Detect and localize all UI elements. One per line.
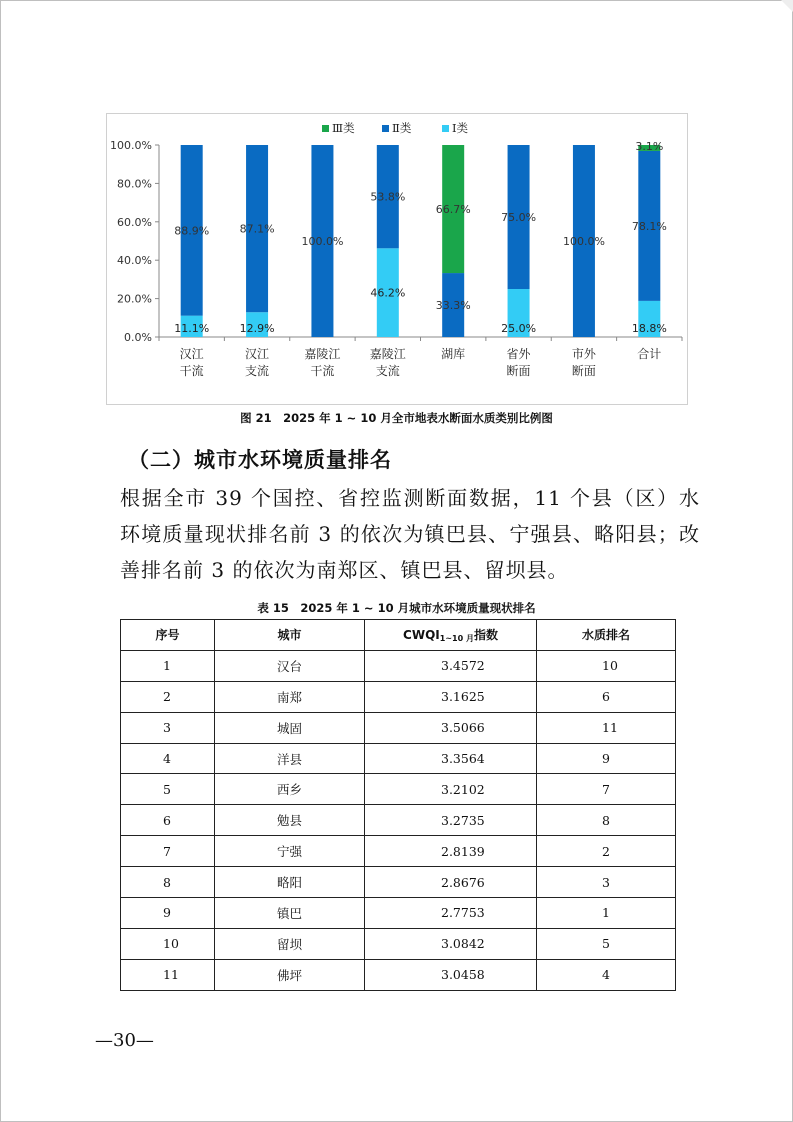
legend-swatch <box>382 125 389 132</box>
cell-index: 3.5066 <box>365 712 537 743</box>
stacked-bar-chart <box>107 114 687 404</box>
cell-no: 3 <box>121 712 215 743</box>
cell-no: 9 <box>121 898 215 929</box>
cell-no: 2 <box>121 681 215 712</box>
figure-caption: 图 21 2025 年 1 ~ 10 月全市地表水断面水质类别比例图 <box>240 411 553 425</box>
cell-rank: 11 <box>537 712 676 743</box>
cell-no: 1 <box>121 650 215 681</box>
cell-rank: 1 <box>537 898 676 929</box>
x-tick-label: 汉江 <box>179 347 204 361</box>
header-index-main: CWQI <box>403 627 440 642</box>
cell-no: 6 <box>121 805 215 836</box>
legend-swatch <box>322 125 329 132</box>
cell-rank: 7 <box>537 774 676 805</box>
data-label: 53.8% <box>370 190 406 204</box>
table-row <box>121 836 676 867</box>
x-tick-label: 支流 <box>375 364 400 378</box>
cell-index: 2.7753 <box>365 898 537 929</box>
cell-index: 2.8676 <box>365 867 537 898</box>
header-city: 城市 <box>215 620 365 651</box>
x-tick-label: 断面 <box>506 364 531 378</box>
data-label: 18.8% <box>631 322 667 335</box>
page-number: —30— <box>95 1030 154 1051</box>
x-tick-label: 嘉陵江 <box>369 347 406 361</box>
cell-index: 3.0842 <box>365 928 537 959</box>
table-row <box>121 928 676 959</box>
table-row <box>121 898 676 929</box>
x-tick-label: 断面 <box>571 364 596 378</box>
x-tick-label: 省外 <box>506 347 531 361</box>
legend-label: Ⅲ类 <box>332 121 355 135</box>
cell-index: 3.3564 <box>365 743 537 774</box>
data-label: 66.7% <box>435 203 471 217</box>
cell-city: 略阳 <box>215 867 365 898</box>
cell-rank: 3 <box>537 867 676 898</box>
table-row <box>121 867 676 898</box>
y-tick-label: 40.0% <box>117 254 152 268</box>
cell-index: 3.0458 <box>365 959 537 990</box>
x-tick-label: 干流 <box>310 364 335 378</box>
cell-city: 南郑 <box>215 681 365 712</box>
cell-no: 8 <box>121 867 215 898</box>
cell-city: 镇巴 <box>215 898 365 929</box>
x-tick-label: 市外 <box>571 347 596 361</box>
header-rank: 水质排名 <box>537 620 676 651</box>
cell-rank: 6 <box>537 681 676 712</box>
data-label: 3.1% <box>635 140 664 153</box>
data-label: 87.1% <box>239 222 275 236</box>
x-tick-label: 干流 <box>179 364 204 378</box>
table-row <box>121 681 676 712</box>
cell-rank: 5 <box>537 928 676 959</box>
cell-index: 3.4572 <box>365 650 537 681</box>
data-label: 78.1% <box>631 219 667 233</box>
ranking-table-body <box>121 650 676 990</box>
y-tick-label: 80.0% <box>117 177 152 191</box>
table-caption: 表 15 2025 年 1 ~ 10 月城市水环境质量现状排名 <box>257 601 536 615</box>
cell-index: 3.1625 <box>365 681 537 712</box>
data-label: 33.3% <box>435 299 471 313</box>
cell-city: 汉台 <box>215 650 365 681</box>
header-index-tail: 指数 <box>473 627 498 642</box>
cell-rank: 2 <box>537 836 676 867</box>
cell-city: 洋县 <box>215 743 365 774</box>
cell-city: 宁强 <box>215 836 365 867</box>
body-paragraph: 根据全市 39 个国控、省控监测断面数据，11 个县（区）水环境质量现状排名前 3 的依次为镇巴县、宁强县、略阳县；改善排名前 3 的依次为南郑区、镇巴县、留坝县。 <box>120 486 700 582</box>
cell-no: 10 <box>121 928 215 959</box>
cell-no: 4 <box>121 743 215 774</box>
cell-city: 留坝 <box>215 928 365 959</box>
data-label: 11.1% <box>174 322 210 335</box>
data-label: 25.0% <box>501 322 537 335</box>
legend-label: Ⅱ类 <box>392 121 412 135</box>
table-row <box>121 805 676 836</box>
y-tick-label: 0.0% <box>124 331 152 344</box>
data-label: 100.0% <box>562 235 605 248</box>
legend-swatch <box>442 125 449 132</box>
header-no: 序号 <box>121 620 215 651</box>
data-label: 100.0% <box>301 235 344 248</box>
table-row <box>121 712 676 743</box>
table-row <box>121 774 676 805</box>
cell-city: 佛坪 <box>215 959 365 990</box>
table-row <box>121 959 676 990</box>
x-tick-label: 嘉陵江 <box>304 347 341 361</box>
y-tick-label: 60.0% <box>117 215 152 229</box>
x-tick-label: 合计 <box>637 347 662 361</box>
y-tick-label: 20.0% <box>117 292 152 306</box>
cell-rank: 10 <box>537 650 676 681</box>
cell-rank: 9 <box>537 743 676 774</box>
page-corner <box>781 0 793 12</box>
legend-label: Ⅰ类 <box>452 121 469 135</box>
table-header-row <box>121 620 676 651</box>
cell-no: 11 <box>121 959 215 990</box>
x-tick-label: 支流 <box>245 364 270 378</box>
x-tick-label: 湖库 <box>441 347 466 361</box>
cell-city: 城固 <box>215 712 365 743</box>
cell-rank: 4 <box>537 959 676 990</box>
header-index <box>365 620 537 651</box>
cell-index: 2.8139 <box>365 836 537 867</box>
y-tick-label: 100.0% <box>110 139 152 152</box>
cell-city: 勉县 <box>215 805 365 836</box>
chart-frame <box>106 113 688 405</box>
ranking-table <box>120 619 676 991</box>
cell-index: 3.2102 <box>365 774 537 805</box>
cell-index: 3.2735 <box>365 805 537 836</box>
table-row <box>121 743 676 774</box>
section-heading: （二）城市水环境质量排名 <box>128 448 392 472</box>
cell-rank: 8 <box>537 805 676 836</box>
cell-city: 西乡 <box>215 774 365 805</box>
data-label: 88.9% <box>174 224 210 238</box>
data-label: 46.2% <box>370 286 406 300</box>
cell-no: 5 <box>121 774 215 805</box>
table-row <box>121 650 676 681</box>
cell-no: 7 <box>121 836 215 867</box>
data-label: 75.0% <box>501 211 537 224</box>
data-label: 12.9% <box>239 322 275 335</box>
header-index-sub: 1~10 月 <box>439 633 474 643</box>
x-tick-label: 汉江 <box>245 347 270 361</box>
